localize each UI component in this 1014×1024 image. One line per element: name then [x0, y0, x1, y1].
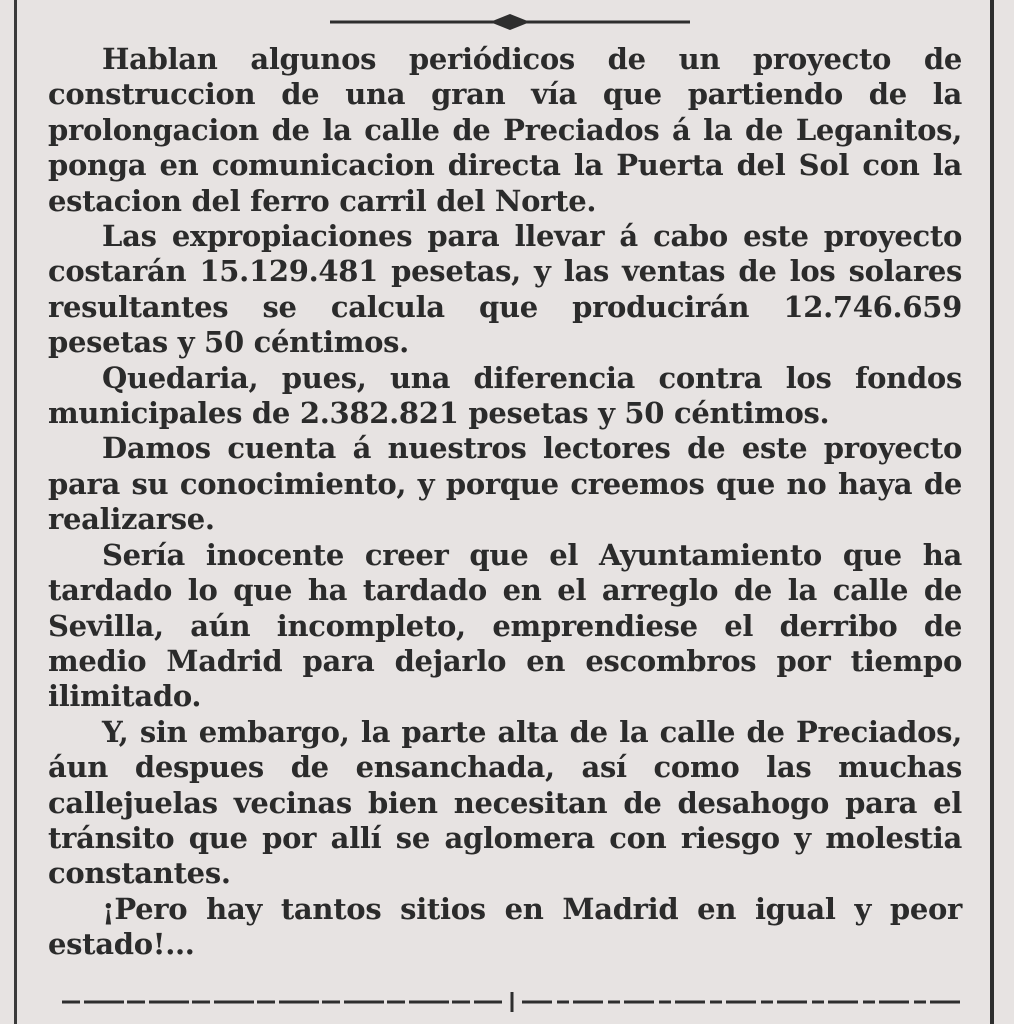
paragraph-3: Quedaria, pues, una diferencia contra los fondos municipales de 2.382.821 pesetas y 50 céntimos.	[48, 360, 962, 431]
paragraph-5: Sería inocente creer que el Ayuntamiento que ha tardado lo que ha tardado en el arreglo de la calle de Sevilla, aún incompleto, emprendiese el derribo de medio Madrid para dejarlo en escombros por tiempo ilimitado.	[48, 537, 962, 714]
top-ornament-divider	[330, 10, 690, 34]
bottom-dashed-divider	[62, 988, 962, 1016]
paragraph-6: Y, sin embargo, la parte alta de la calle de Preciados, áun despues de ensanchada, así como las muchas callejuelas vecinas bien necesitan de desahogo para el tránsito que por allí se aglomera con riesgo y molestia constantes.	[48, 714, 962, 891]
paragraph-7: ¡Pero hay tantos sitios en Madrid en igual y peor estado!...	[48, 891, 962, 962]
right-column-rule	[990, 0, 994, 1024]
paragraph-1: Hablan algunos periódicos de un proyecto de construccion de una gran vía que partiendo de la prolongacion de la calle de Preciados á la de Leganitos, ponga en comunicacion directa la Puerta del Sol con la estacion del ferro carril del Norte.	[48, 42, 962, 218]
left-column-rule	[14, 0, 17, 1024]
article-body	[48, 42, 962, 963]
paragraph-4: Damos cuenta á nuestros lectores de este proyecto para su conocimiento, y porque creemos que no haya de realizarse.	[48, 431, 962, 537]
paragraph-2: Las expropiaciones para llevar á cabo este proyecto costarán 15.129.481 pesetas, y las ventas de los solares resultantes se calcula que producirán 12.746.659 pesetas y 50 céntimos.	[48, 219, 962, 360]
